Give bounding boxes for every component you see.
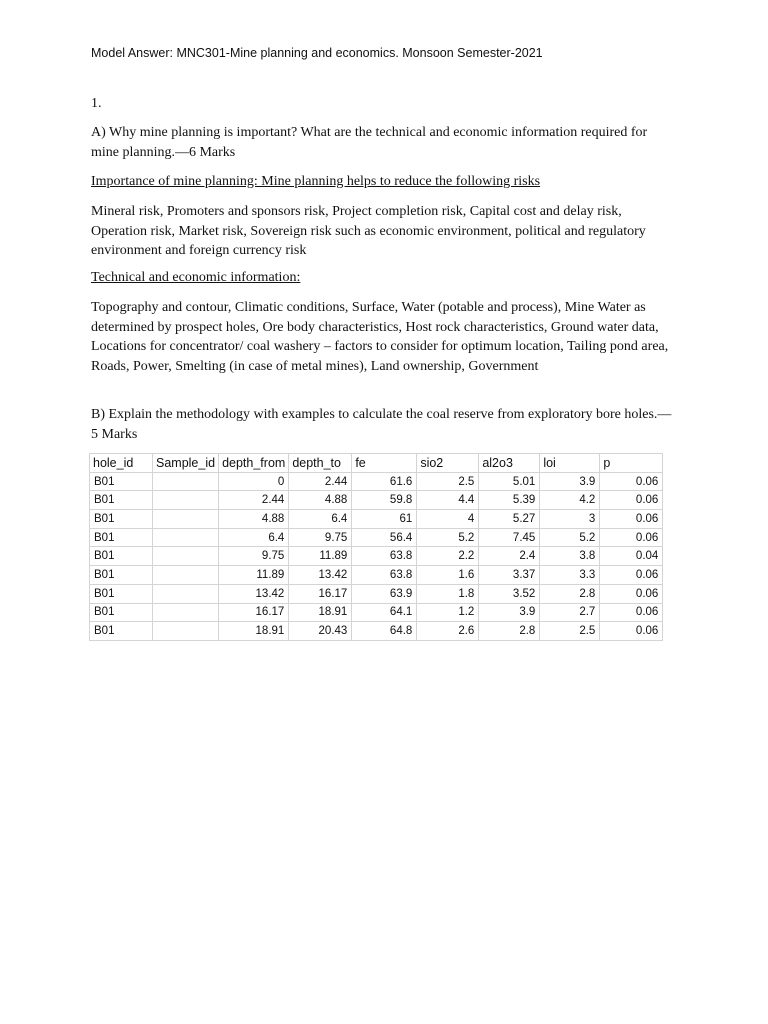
table-cell (153, 491, 219, 510)
table-cell: 2.2 (417, 547, 479, 566)
table-cell: 18.91 (219, 622, 289, 641)
question-number: 1. (91, 96, 102, 111)
table-cell: 0.06 (600, 566, 663, 585)
table-cell: 0.06 (600, 622, 663, 641)
table-cell: 5.2 (540, 528, 600, 547)
table-row (90, 547, 663, 566)
table-cell: 2.4 (479, 547, 540, 566)
table-cell: 5.27 (479, 510, 540, 529)
column-header: hole_id (90, 454, 153, 473)
table-row (90, 510, 663, 529)
table-row (90, 566, 663, 585)
table-cell: B01 (90, 491, 153, 510)
table-cell (153, 584, 219, 603)
table-cell: 1.8 (417, 584, 479, 603)
table-cell: 63.8 (352, 566, 417, 585)
table-cell: 61.6 (352, 472, 417, 491)
table-cell (153, 472, 219, 491)
document-header: Model Answer: MNC301-Mine planning and economics. Monsoon Semester-2021 (91, 46, 543, 60)
table-cell (153, 547, 219, 566)
table-cell: 7.45 (479, 528, 540, 547)
table-cell: 11.89 (219, 566, 289, 585)
table-cell: 0.06 (600, 491, 663, 510)
table-cell: 56.4 (352, 528, 417, 547)
table-cell: 0.06 (600, 584, 663, 603)
column-header: loi (540, 454, 600, 473)
table-cell: 1.2 (417, 603, 479, 622)
table-cell: B01 (90, 603, 153, 622)
table-cell: 2.8 (540, 584, 600, 603)
table-cell: B01 (90, 472, 153, 491)
table-cell: 2.5 (540, 622, 600, 641)
table-cell: B01 (90, 547, 153, 566)
technical-text: Topography and contour, Climatic conditions, Surface, Water (potable and process), Mine Water as determined by prospect holes, Ore body characteristics, Host rock characteristics, Ground water data, Locations for concentrator/ coal washery – factors to consider for optimum location, Tailing pond area, Roads, Power, Smelting (in case of metal mines), Land ownership, Government (91, 300, 669, 374)
data-table (89, 453, 663, 641)
table-cell: 5.39 (479, 491, 540, 510)
table-cell: 2.6 (417, 622, 479, 641)
table-cell: 5.01 (479, 472, 540, 491)
table-cell (153, 566, 219, 585)
table-cell: 16.17 (219, 603, 289, 622)
table-cell (153, 603, 219, 622)
column-header: p (600, 454, 663, 473)
table-cell: B01 (90, 528, 153, 547)
table-cell: 0.04 (600, 547, 663, 566)
table-cell (153, 622, 219, 641)
table-row (90, 584, 663, 603)
question-a: A) Why mine planning is important? What are the technical and economic information required for mine planning.—6 Marks (91, 125, 648, 160)
table-cell: 0.06 (600, 510, 663, 529)
table-cell (153, 528, 219, 547)
table-cell: 63.9 (352, 584, 417, 603)
table-cell: 4.88 (219, 510, 289, 529)
table-cell: 18.91 (289, 603, 352, 622)
table-cell: 6.4 (289, 510, 352, 529)
column-header: Sample_id (153, 454, 219, 473)
table-cell: 4.2 (540, 491, 600, 510)
table-cell: 63.8 (352, 547, 417, 566)
table-cell: 3 (540, 510, 600, 529)
table-cell: 20.43 (289, 622, 352, 641)
table-cell: 3.8 (540, 547, 600, 566)
table-cell: 11.89 (289, 547, 352, 566)
table-cell: 3.9 (540, 472, 600, 491)
table-cell: 0.06 (600, 528, 663, 547)
table-cell: 4.4 (417, 491, 479, 510)
table-cell: 2.8 (479, 622, 540, 641)
table-cell: 0.06 (600, 603, 663, 622)
technical-heading: Technical and economic information: (91, 270, 301, 285)
importance-heading: Importance of mine planning: Mine planning helps to reduce the following risks (91, 174, 541, 189)
table-row (90, 622, 663, 641)
table-header-row (90, 454, 663, 473)
table-cell: 6.4 (219, 528, 289, 547)
table-body (90, 472, 663, 640)
table-cell: 4 (417, 510, 479, 529)
table-cell: 2.44 (219, 491, 289, 510)
table-cell: 0.06 (600, 472, 663, 491)
table-cell: 64.8 (352, 622, 417, 641)
table-cell: 3.52 (479, 584, 540, 603)
table-cell: 61 (352, 510, 417, 529)
table-cell: 13.42 (289, 566, 352, 585)
table-cell: B01 (90, 622, 153, 641)
table-row (90, 528, 663, 547)
table-cell: 3.37 (479, 566, 540, 585)
table-cell: 0 (219, 472, 289, 491)
table-cell: 9.75 (289, 528, 352, 547)
table-cell: 3.3 (540, 566, 600, 585)
column-header: depth_to (289, 454, 352, 473)
table-cell: B01 (90, 510, 153, 529)
table-cell: 2.44 (289, 472, 352, 491)
table-cell: 13.42 (219, 584, 289, 603)
column-header: sio2 (417, 454, 479, 473)
table-cell: 2.7 (540, 603, 600, 622)
table-cell: 59.8 (352, 491, 417, 510)
table-cell: 2.5 (417, 472, 479, 491)
table-cell (153, 510, 219, 529)
column-header: al2o3 (479, 454, 540, 473)
table-cell: B01 (90, 584, 153, 603)
table-cell: 1.6 (417, 566, 479, 585)
column-header: fe (352, 454, 417, 473)
table-cell: 5.2 (417, 528, 479, 547)
question-b: B) Explain the methodology with examples to calculate the coal reserve from exploratory bore holes.—5 Marks (91, 407, 672, 442)
table-cell: 16.17 (289, 584, 352, 603)
table-cell: 4.88 (289, 491, 352, 510)
column-header: depth_from (219, 454, 289, 473)
table-row (90, 472, 663, 491)
table-cell: 3.9 (479, 603, 540, 622)
table-row (90, 491, 663, 510)
table-cell: 9.75 (219, 547, 289, 566)
importance-text: Mineral risk, Promoters and sponsors risk, Project completion risk, Capital cost and delay risk, Operation risk, Market risk, Sovereign risk such as economic environment, political and regulatory environment and foreign currency risk (91, 204, 646, 258)
table-cell: 64.1 (352, 603, 417, 622)
table-row (90, 603, 663, 622)
table-cell: B01 (90, 566, 153, 585)
